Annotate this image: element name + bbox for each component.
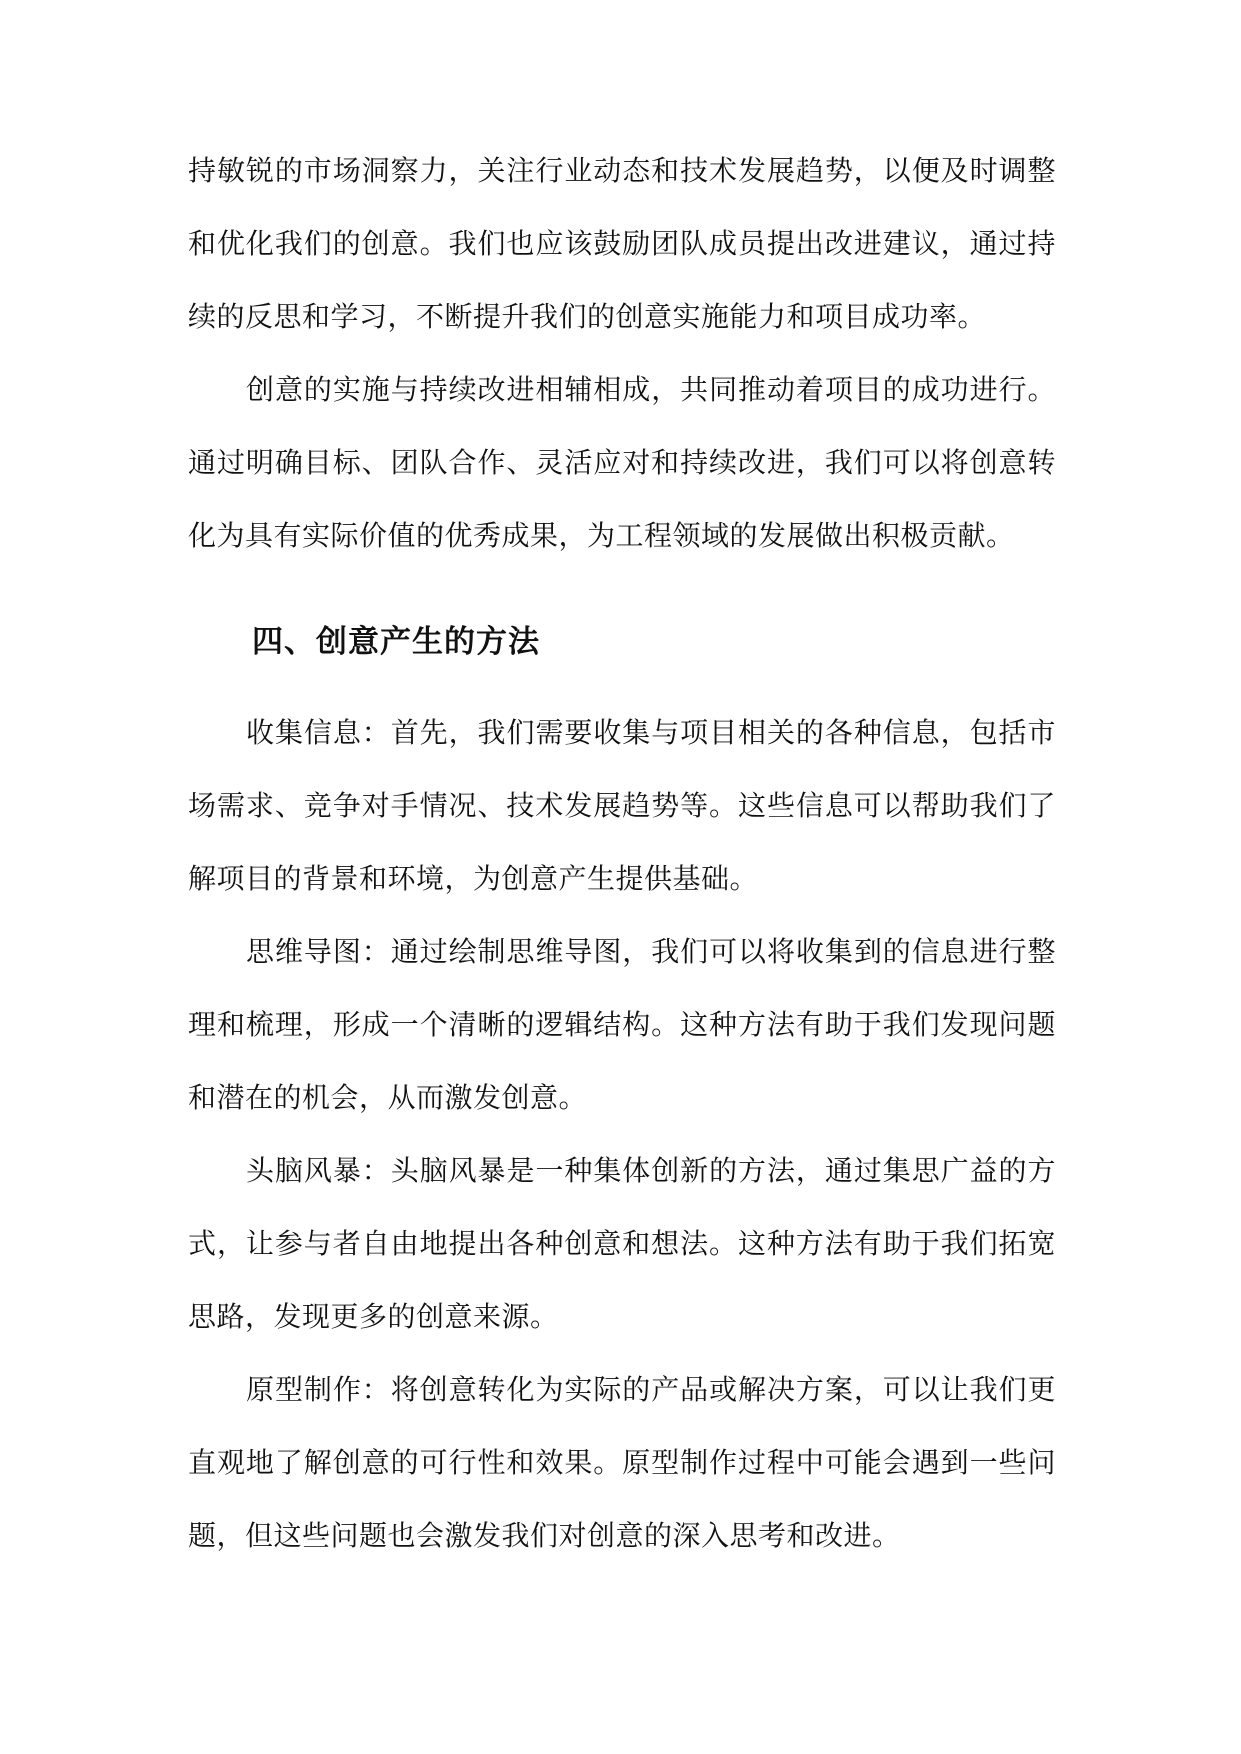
paragraph-collect-info: 收集信息：首先，我们需要收集与项目相关的各种信息，包括市场需求、竞争对手情况、技术发展趋势等。这些信息可以帮助我们了解项目的背景和环境，为创意产生提供基础。 [188,716,1056,895]
paragraph-mind-map: 思维导图：通过绘制思维导图，我们可以将收集到的信息进行整理和梳理，形成一个清晰的逻辑结构。这种方法有助于我们发现问题和潜在的机会，从而激发创意。 [188,935,1056,1114]
paragraph-prototype: 原型制作：将创意转化为实际的产品或解决方案，可以让我们更直观地了解创意的可行性和效果。原型制作过程中可能会遇到一些问题，但这些问题也会激发我们对创意的深入思考和改进。 [188,1373,1056,1552]
paragraph-summary: 创意的实施与持续改进相辅相成，共同推动着项目的成功进行。通过明确目标、团队合作、灵活应对和持续改进，我们可以将创意转化为具有实际价值的优秀成果，为工程领域的发展做出积极贡献。 [188,373,1056,552]
paragraph-brainstorm: 头脑风暴：头脑风暴是一种集体创新的方法，通过集思广益的方式，让参与者自由地提出各种创意和想法。这种方法有助于我们拓宽思路，发现更多的创意来源。 [188,1154,1056,1333]
document-body [188,134,1056,1572]
section-heading: 四、创意产生的方法 [252,624,540,660]
paragraph-continuation: 持敏锐的市场洞察力，关注行业动态和技术发展趋势，以便及时调整和优化我们的创意。我们也应该鼓励团队成员提出改进建议，通过持续的反思和学习，不断提升我们的创意实施能力和项目成功率。 [188,154,1056,333]
